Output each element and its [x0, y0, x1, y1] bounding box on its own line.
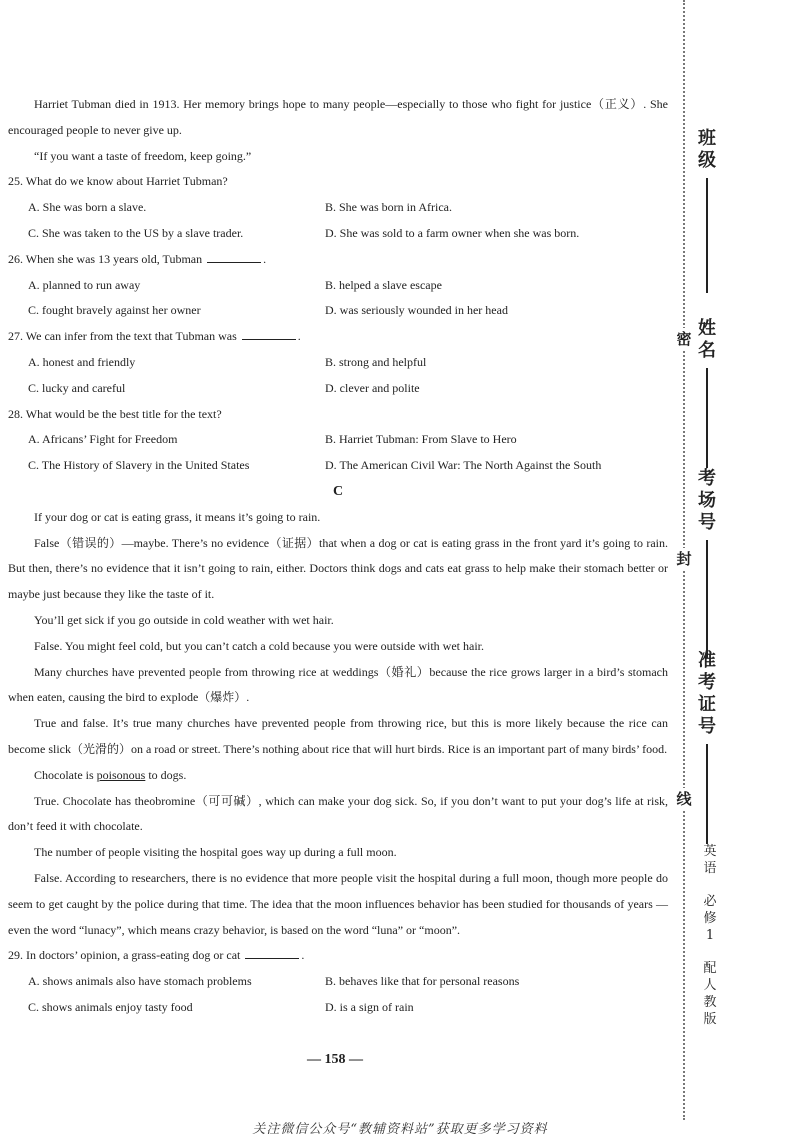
section-heading: C [332, 483, 344, 499]
subject-label: 英语 必修1 配人教版 [703, 844, 717, 1027]
answer-blank [207, 250, 261, 263]
passage-paragraph: You’ll get sick if you go outside in cold weather with wet hair. [34, 612, 334, 627]
seal-mark: 封 [674, 548, 694, 569]
question-27-options [8, 350, 668, 402]
passage-paragraph: The number of people visiting the hospital goes way up during a full moon. [34, 845, 397, 860]
passage-quote: “If you want a taste of freedom, keep going.” [34, 148, 252, 163]
option-a: A. shows animals also have stomach problems [28, 974, 252, 989]
fill-line [706, 540, 708, 658]
option-b: B. strong and helpful [325, 354, 427, 369]
option-b: B. Harriet Tubman: From Slave to Hero [325, 432, 517, 447]
underlined-word: poisonous [96, 767, 146, 782]
option-d: D. was seriously wounded in her head [325, 303, 508, 318]
option-c: C. The History of Slavery in the United States [28, 458, 250, 473]
fill-line [706, 368, 708, 468]
option-d: D. The American Civil War: The North Against the South [325, 458, 602, 473]
footer-note: 关注微信公众号“教辅资料站”获取更多学习资料 [252, 1122, 548, 1137]
question-26-stem: 26. When she was 13 years old, Tubman . [8, 251, 267, 266]
option-c: C. lucky and careful [28, 380, 126, 395]
question-29-options [8, 969, 668, 1021]
option-a: A. She was born a slave. [28, 200, 147, 215]
passage-paragraph: Chocolate is poisonous to dogs. [34, 767, 187, 782]
fill-line [706, 744, 708, 844]
fill-line [706, 178, 708, 293]
answer-blank [242, 327, 296, 340]
page-body [8, 92, 668, 1021]
question-26-options [8, 273, 668, 325]
option-b: B. She was born in Africa. [325, 200, 452, 215]
exam-room-field: 考场号 [694, 468, 720, 658]
option-b: B. helped a slave escape [325, 277, 442, 292]
option-c: C. shows animals enjoy tasty food [28, 999, 193, 1014]
question-25-options [8, 195, 668, 247]
ticket-number-field: 准考证号 [694, 650, 720, 844]
option-d: D. She was sold to a farm owner when she was born. [325, 225, 580, 240]
passage-paragraph: False（错误的）—maybe. There’s no evidence（证据）that when a dog or cat is eating grass in the front yard it’s going to rain. But then, there’s no evidence that it isn’t going to rain, either. Doctors think dogs and cats eat grass to help make their stomach better or maybe just because they like the taste of it. [8, 535, 668, 602]
option-c: C. She was taken to the US by a slave trader. [28, 225, 244, 240]
seal-mark: 线 [674, 788, 694, 809]
answer-blank [245, 946, 299, 959]
passage-paragraph: Harriet Tubman died in 1913. Her memory brings hope to many people—especially to those who fight for justice（正义）. She encouraged people to never give up. [8, 97, 668, 137]
option-d: D. is a sign of rain [325, 999, 414, 1014]
question-29-stem: 29. In doctors’ opinion, a grass-eating dog or cat . [8, 948, 305, 963]
name-field: 姓名 [694, 318, 720, 468]
class-field: 班级 [694, 128, 720, 293]
passage-paragraph: False. According to researchers, there is no evidence that more people visit the hospital during a full moon, though more people do seem to get caught by the police during that time. The idea that the moon influences behavior has been studied for thousands of years — even the word “lunacy”, which means crazy behavior, is based on the word “luna” or “moon”. [8, 870, 668, 937]
passage-paragraph: True and false. It’s true many churches have prevented people from throwing rice, but this is more likely because the rice can become slick（光滑的）on a road or street. There’s nothing about rice that will hurt birds. Rice is an important part of many birds’ food. [8, 716, 668, 756]
passage-paragraph: Many churches have prevented people from throwing rice at weddings（婚礼）because the rice grows larger in a bird’s stomach when eaten, causing the bird to explode（爆炸）. [8, 664, 668, 705]
passage-paragraph: False. You might feel cold, but you can’t catch a cold because you were outside with wet hair. [34, 638, 484, 653]
option-a: A. honest and friendly [28, 354, 136, 369]
passage-paragraph: True. Chocolate has theobromine（可可碱）, which can make your dog sick. So, if you don’t want to put your dog’s life at risk, don’t feed it with chocolate. [8, 793, 668, 834]
question-28-stem: 28. What would be the best title for the text? [8, 406, 222, 421]
option-a: A. Africans’ Fight for Freedom [28, 432, 178, 447]
option-b: B. behaves like that for personal reasons [325, 974, 520, 989]
question-28-options [8, 427, 668, 479]
option-a: A. planned to run away [28, 277, 141, 292]
option-d: D. clever and polite [325, 380, 420, 395]
page-number: — 158 — [307, 1052, 363, 1067]
question-25-stem: 25. What do we know about Harriet Tubman? [8, 174, 228, 189]
passage-paragraph: If your dog or cat is eating grass, it means it’s going to rain. [34, 509, 321, 524]
seal-mark: 密 [674, 328, 694, 349]
question-27-stem: 27. We can infer from the text that Tubman was . [8, 329, 301, 344]
option-c: C. fought bravely against her owner [28, 303, 201, 318]
